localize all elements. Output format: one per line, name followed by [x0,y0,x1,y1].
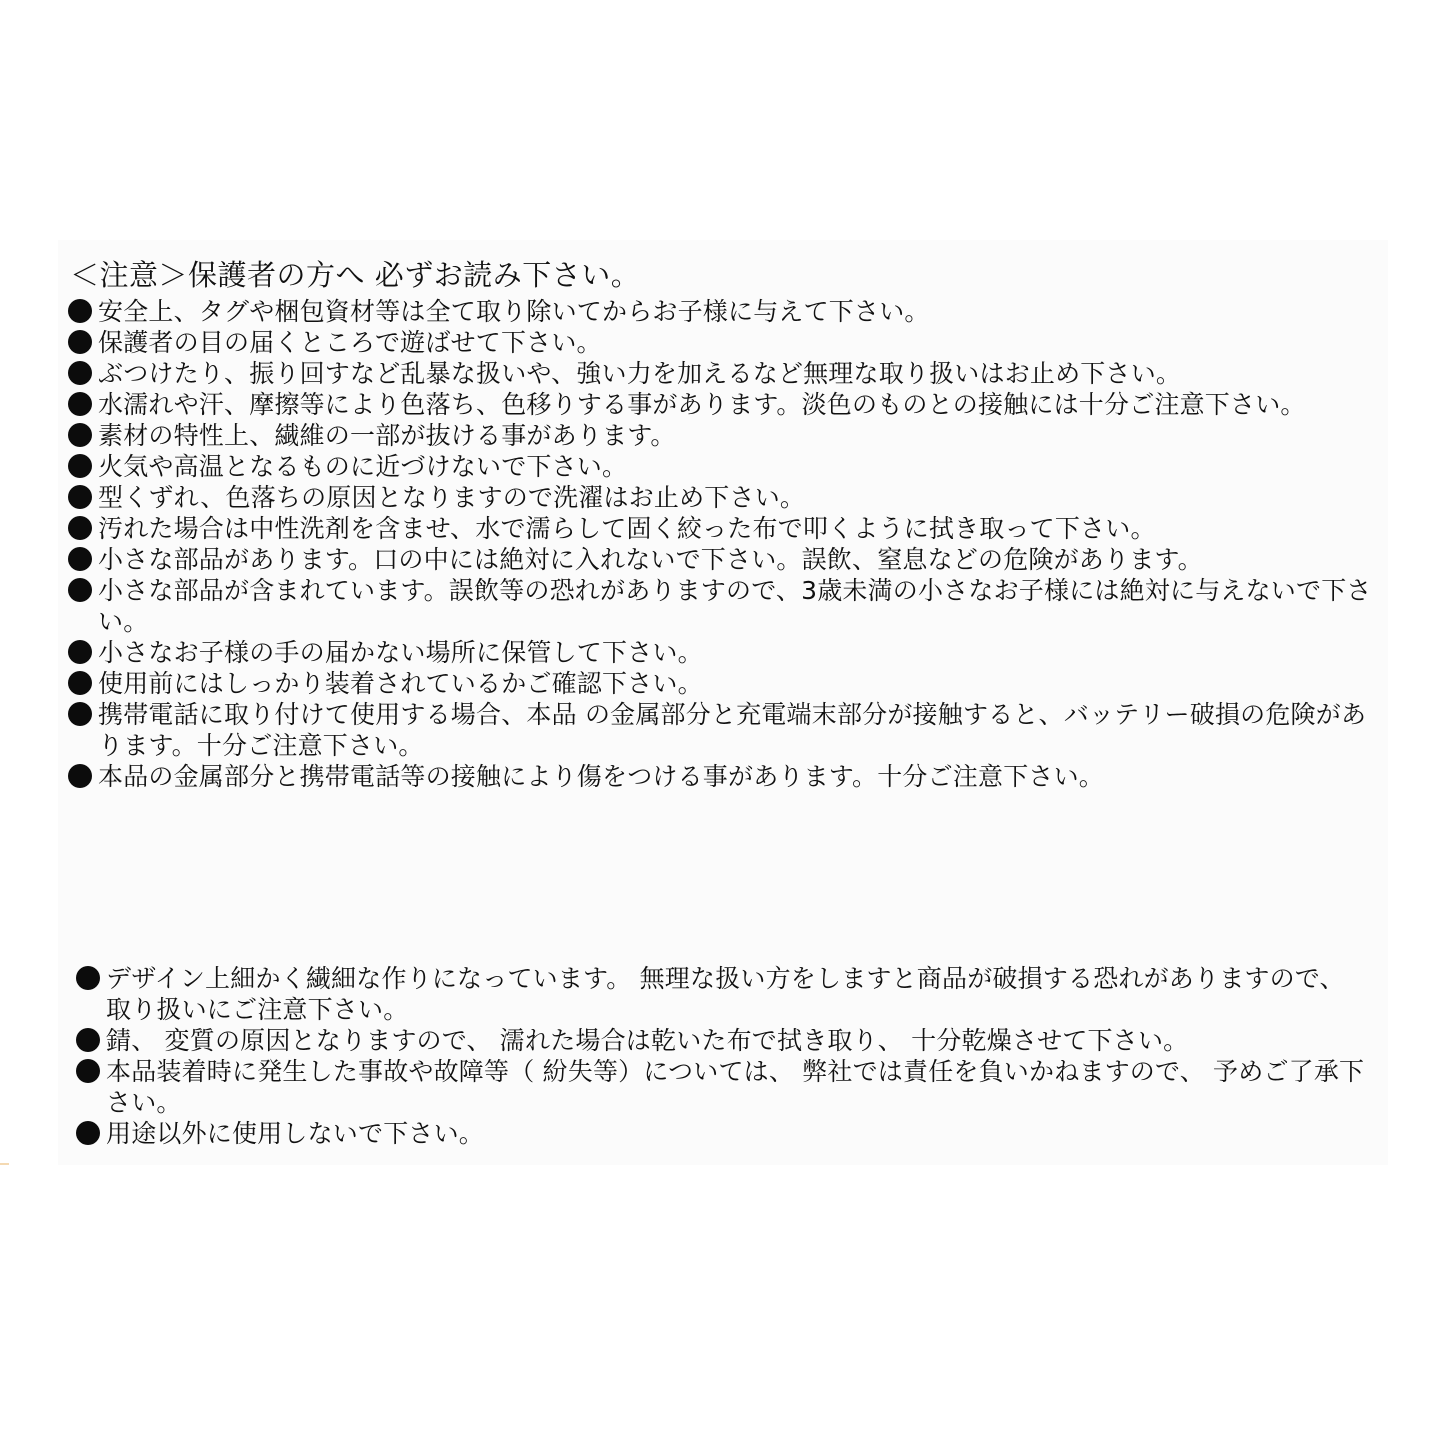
list-item: 火気や高温となるものに近づけないで下さい。 [68,451,1378,482]
bullet-icon [76,1059,100,1083]
bullet-icon [76,1121,100,1145]
bullet-icon [68,454,92,478]
list-item: 小さな部品が含まれています。誤飲等の恐れがありますので、3歳未満の小さなお子様には絶対に与えないで下さい。 [68,575,1378,637]
bullet-icon [76,966,100,990]
bullet-icon [68,516,92,540]
list-item: 素材の特性上、繊維の一部が抜ける事があります。 [68,420,1378,451]
caution-section [68,258,1378,792]
list-item: 安全上、タグや梱包資材等は全て取り除いてからお子様に与えて下さい。 [68,296,1378,327]
list-item: 使用前にはしっかり装着されているかご確認下さい。 [68,668,1378,699]
list-item: 小さな部品があります。口の中には絶対に入れないで下さい。誤飲、窒息などの危険があります。 [68,544,1378,575]
accessory-caution-list [76,963,1376,1149]
list-item: 小さなお子様の手の届かない場所に保管して下さい。 [68,637,1378,668]
edge-mark [0,1163,9,1165]
bullet-icon [68,547,92,571]
bullet-icon [68,702,92,726]
list-item: 型くずれ、色落ちの原因となりますので洗濯はお止め下さい。 [68,482,1378,513]
caution-heading: ＜注意＞保護者の方へ 必ずお読み下さい。 [70,258,641,292]
list-item: 本品装着時に発生した事故や故障等（ 紛失等）については、 弊社では責任を負いかねますので、 予めご了承下さい。 [76,1056,1376,1118]
list-item: 汚れた場合は中性洗剤を含ませ、水で濡らして固く絞った布で叩くように拭き取って下さい。 [68,513,1378,544]
bullet-icon [68,485,92,509]
caution-list [68,296,1378,792]
bullet-icon [68,392,92,416]
list-item: ぶつけたり、振り回すなど乱暴な扱いや、強い力を加えるなど無理な取り扱いはお止め下さい。 [68,358,1378,389]
bullet-icon [68,361,92,385]
bullet-icon [68,671,92,695]
list-item: 水濡れや汗、摩擦等により色落ち、色移りする事があります。淡色のものとの接触には十分ご注意下さい。 [68,389,1378,420]
list-item: 保護者の目の届くところで遊ばせて下さい。 [68,327,1378,358]
list-item: 携帯電話に取り付けて使用する場合、本品 の金属部分と充電端末部分が接触すると、バッテリー破損の危険があります。十分ご注意下さい。 [68,699,1378,761]
bullet-icon [68,578,92,602]
bullet-icon [68,299,92,323]
bullet-icon [68,423,92,447]
bullet-icon [68,764,92,788]
bullet-icon [76,1028,100,1052]
bullet-icon [68,640,92,664]
list-item: デザイン上細かく繊細な作りになっています。 無理な扱い方をしますと商品が破損する恐れがありますので、 取り扱いにご注意下さい。 [76,963,1376,1025]
list-item: 錆、 変質の原因となりますので、 濡れた場合は乾いた布で拭き取り、 十分乾燥させて下さい。 [76,1025,1376,1056]
list-item: 用途以外に使用しないで下さい。 [76,1118,1376,1149]
bullet-icon [68,330,92,354]
list-item: 本品の金属部分と携帯電話等の接触により傷をつける事があります。十分ご注意下さい。 [68,761,1378,792]
accessory-caution-section [76,963,1376,1149]
